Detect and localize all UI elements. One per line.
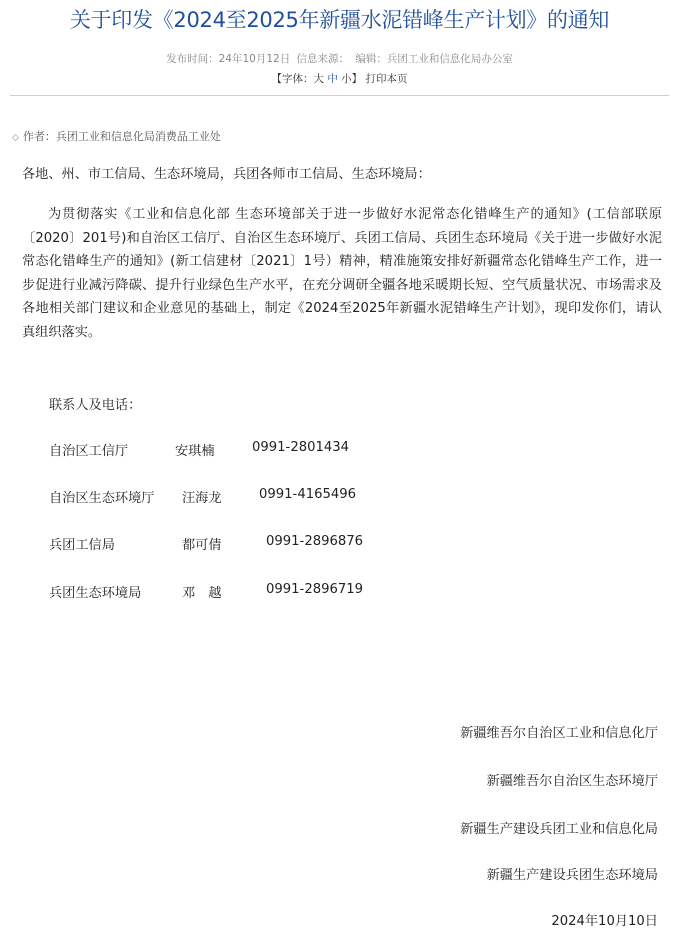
- signature-org: 新疆维吾尔自治区生态环境厅: [486, 774, 658, 789]
- addressee: 各地、州、市工信局、生态环境局，兵团各师市工信局、生态环境局：: [22, 167, 431, 182]
- contact-phone: 0991-2896876: [266, 534, 364, 549]
- diamond-icon: ◇: [12, 133, 19, 143]
- contact-name: 邓 越: [182, 586, 222, 601]
- contacts-heading: 联系人及电话：: [49, 398, 142, 413]
- signature-org: 新疆生产建设兵团生态环境局: [486, 868, 658, 883]
- contact-name: 汪海龙: [182, 491, 222, 506]
- header-divider: [10, 95, 669, 96]
- font-size-prefix: 【字体：: [271, 73, 314, 85]
- body-paragraph: 为贯彻落实《工业和信息化部 生态环境部关于进一步做好水泥常态化错峰生产的通知》(工信部联原〔2020〕201号)和自治区工信厅、自治区生态环境厅、兵团工信局、兵团生态环境局《关于进一步做好水泥常态化错峰生产的通知》(新工信建材〔2021〕1号）精神，精准施策安排好新疆常态化错峰生产工作，进一步促进行业减污降碳、提升行业绿色生产水平，在充分调研全疆各地采暖期长短、空气质量状况、市场需求及各地相关部门建议和企业意见的基础上，制定《2024至2025年新疆水泥错峰生产计划》，现印发你们，请认真组织落实。: [22, 207, 662, 340]
- article-tools: [0, 71, 679, 86]
- print-button[interactable]: 打印本页: [365, 73, 408, 85]
- document-date: 2024年10月10日: [551, 914, 658, 929]
- contact-org: 自治区生态环境厅: [49, 491, 155, 506]
- page-title: 关于印发《2024至2025年新疆水泥错峰生产计划》的通知: [69, 8, 610, 32]
- info-source: 信息来源：: [296, 53, 350, 65]
- signature-org: 新疆生产建设兵团工业和信息化局: [460, 822, 658, 837]
- font-size-suffix: 】: [351, 73, 363, 85]
- contact-phone: 0991-2801434: [252, 440, 350, 455]
- contact-phone: 0991-4165496: [259, 487, 357, 502]
- signature-org: 新疆维吾尔自治区工业和信息化厅: [460, 726, 658, 741]
- author-text: 作者：兵团工业和信息化局消费品工业处: [22, 130, 221, 143]
- contact-org: 自治区工信厅: [49, 444, 129, 459]
- article-meta: [0, 51, 679, 66]
- contact-phone: 0991-2896719: [266, 582, 364, 597]
- font-medium-button[interactable]: 中: [327, 73, 338, 85]
- contact-name: 安琪楠: [175, 444, 215, 459]
- author-line: [12, 128, 221, 144]
- publish-time: 发布时间：24年10月12日: [166, 53, 291, 65]
- font-small-button[interactable]: 小: [341, 73, 352, 85]
- contact-org: 兵团生态环境局: [49, 586, 142, 601]
- contact-org: 兵团工信局: [49, 538, 115, 553]
- font-large-button[interactable]: 大: [313, 73, 324, 85]
- contact-name: 都可倩: [182, 538, 222, 553]
- editor-info: 编辑：兵团工业和信息化局办公室: [355, 53, 513, 65]
